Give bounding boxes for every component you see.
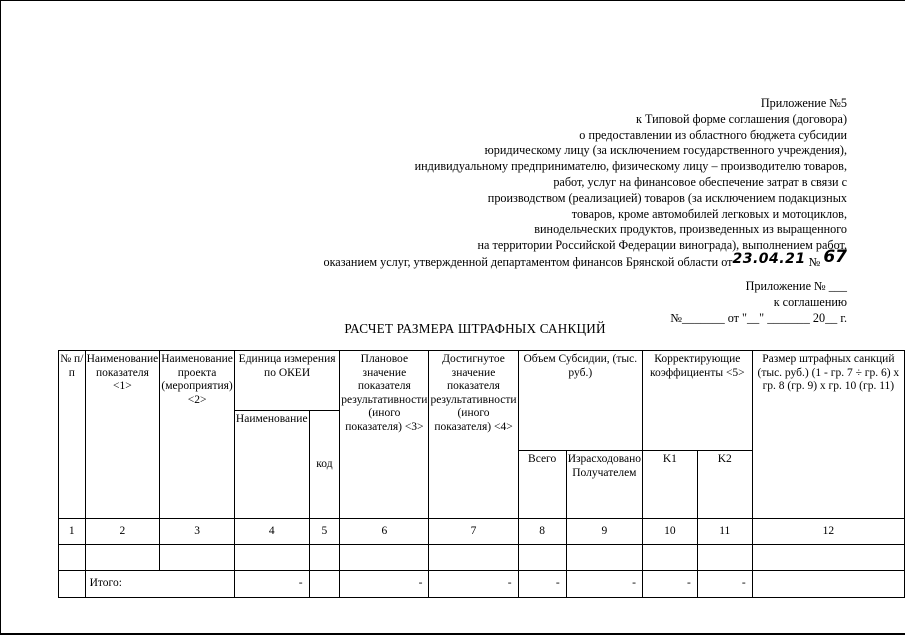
table-cell (309, 545, 340, 571)
column-number: 5 (309, 519, 340, 545)
table-cell (340, 545, 429, 571)
total-dash: - (340, 571, 429, 598)
table-cell (642, 545, 697, 571)
agreement-appendix: Приложение № ___ (745, 279, 847, 293)
table-cell (566, 545, 642, 571)
total-label: Итого: (85, 571, 234, 598)
penalty-table (58, 350, 905, 598)
table-cell (518, 545, 566, 571)
agreement-number-date: №_______ от "__" _______ 20__ г. (670, 310, 847, 325)
column-number: 11 (697, 519, 752, 545)
header-cell-project-name: Наименование проекта (мероприятия) <2> (160, 351, 235, 519)
column-number: 4 (234, 519, 309, 545)
header-cell-unit-name: Наименование (234, 411, 309, 519)
header-line: работ, услуг на финансовое обеспечение затрат в связи с (553, 174, 847, 189)
header-cell-indicator-name: Наименование показателя <1> (85, 351, 160, 519)
column-number: 7 (429, 519, 518, 545)
header-cell-subsidy: Объем Субсидии, (тыс. руб.) (518, 351, 642, 451)
header-line: производством (реализацией) товаров (за исключением подакцизных (487, 190, 847, 205)
header-cell-achieved-value: Достигнутое значение показателя результативности (иного показателя) <4> (429, 351, 518, 519)
column-number: 1 (59, 519, 86, 545)
agreement-reference (587, 279, 847, 326)
total-dash: - (697, 571, 752, 598)
header-last-line-text: оказанием услуг, утвержденной департаментом финансов Брянской области от (323, 254, 733, 269)
header-cell-coefficients: Корректирующие коэффициенты <5> (642, 351, 752, 451)
header-line: юридическому лицу (за исключением государственного учреждения), (484, 143, 847, 158)
total-dash: - (566, 571, 642, 598)
total-row (59, 571, 905, 598)
header-cell-row-number: № п/п (59, 351, 86, 519)
column-number: 6 (340, 519, 429, 545)
column-number: 10 (642, 519, 697, 545)
header-cell-unit-code: код (309, 411, 340, 519)
header-cell-k2: K2 (697, 451, 752, 519)
frame-top-line (0, 0, 905, 1)
header-line: винодельческих продуктов, произведенных из выращенного (534, 222, 847, 237)
agreement-label: к соглашению (773, 294, 847, 309)
table-cell (752, 545, 904, 571)
appendix-number: Приложение №5 (760, 96, 847, 110)
table-cell (160, 545, 235, 571)
table-cell (85, 545, 160, 571)
column-number: 8 (518, 519, 566, 545)
table-cell (429, 545, 518, 571)
table-cell (309, 571, 340, 598)
handwritten-number: 67 (823, 246, 847, 267)
column-number: 12 (752, 519, 904, 545)
header-cell-subsidy-spent: Израсходовано Получателем (566, 451, 642, 519)
header-line: индивидуальному предпринимателю, физическому лицу – производителю товаров, (414, 159, 847, 174)
total-dash: - (518, 571, 566, 598)
table-cell (697, 545, 752, 571)
header-cell-subsidy-total: Всего (518, 451, 566, 519)
table-cell (752, 571, 904, 598)
frame-left-line (0, 0, 1, 635)
column-number: 9 (566, 519, 642, 545)
column-number: 3 (160, 519, 235, 545)
header-cell-k1: K1 (642, 451, 697, 519)
table-cell (234, 545, 309, 571)
frame-bottom-line (0, 633, 905, 635)
appendix-header (247, 96, 847, 271)
table-cell (59, 545, 86, 571)
handwritten-date: 23.04.21 (732, 250, 806, 267)
column-numbers-row (59, 519, 905, 545)
total-dash: - (429, 571, 518, 598)
header-cell-planned-value: Плановое значение показателя результативности (иного показателя) <3> (340, 351, 429, 519)
total-dash: - (642, 571, 697, 598)
header-cell-penalty-size: Размер штрафных санкций (тыс. руб.) (1 - гр. 7 ÷ гр. 6) x гр. 8 (гр. 9) x гр. 10 (гр. 11) (752, 351, 904, 519)
column-number: 2 (85, 519, 160, 545)
header-line: товаров, кроме автомобилей легковых и мотоциклов, (571, 206, 847, 221)
table-cell (59, 571, 86, 598)
header-line: на территории Российской Федерации винограда), выполнением работ, (477, 238, 847, 253)
document-title: РАСЧЕТ РАЗМЕРА ШТРАФНЫХ САНКЦИЙ (344, 321, 606, 336)
header-cell-unit: Единица измерения по ОКЕИ (234, 351, 339, 411)
number-label: № (808, 254, 821, 269)
header-last-line (247, 246, 847, 271)
table-row (59, 545, 905, 571)
header-line: к Типовой форме соглашения (договора) (636, 111, 847, 126)
total-dash: - (234, 571, 309, 598)
header-line: о предоставлении из областного бюджета субсидии (579, 127, 847, 142)
